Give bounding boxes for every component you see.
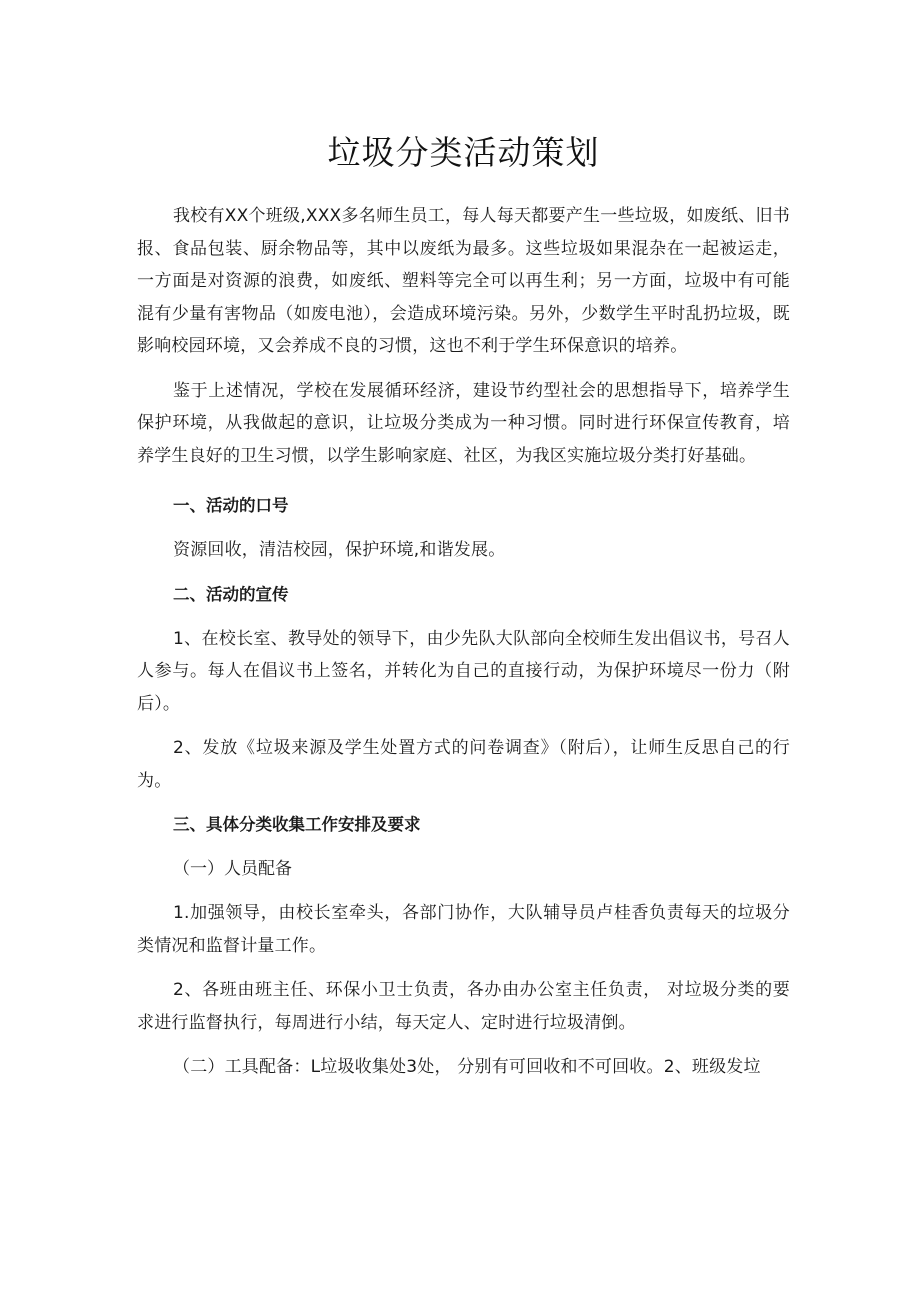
document-title: 垃圾分类活动策划 — [327, 133, 600, 172]
slogan-text: 资源回收，清洁校园，保护环境,和谐发展。 — [173, 540, 506, 560]
subsection-tools: （二）工具配备：L垃圾收集处3处， 分别有可回收和不可回收。2、班级发垃 — [173, 1057, 761, 1077]
intro-paragraph-2: 鉴于上述情况，学校在发展循环经济，建设节约型社会的思想指导下，培养学生保护环境，从我做起的意识，让垃圾分类成为一种习惯。同时进行环保宣传教育，培养学生良好的卫生习惯，以学生影响家庭、社区，为我区实施垃圾分类打好基础。 — [137, 380, 790, 466]
section-heading-publicity: 二、活动的宣传 — [173, 584, 289, 604]
staffing-item-1: 1.加强领导，由校长室牵头，各部门协作，大队辅导员卢桂香负责每天的垃圾分类情况和监督计量工作。 — [137, 903, 790, 956]
publicity-item-1: 1、在校长室、教导处的领导下，由少先队大队部向全校师生发出倡议书，号召人人参与。每人在倡议书上签名，并转化为自己的直接行动，为保护环境尽一份力（附后）。 — [137, 628, 790, 714]
section-heading-slogan: 一、活动的口号 — [173, 496, 289, 515]
staffing-item-2: 2、各班由班主任、环保小卫士负责，各办由办公室主任负责， 对垃圾分类的要求进行监督执行，每周进行小结，每天定人、定时进行垃圾清倒。 — [137, 980, 790, 1033]
publicity-item-2: 2、发放《垃圾来源及学生处置方式的问卷调查》（附后），让师生反思自己的行为。 — [137, 738, 790, 791]
section-heading-arrangement: 三、具体分类收集工作安排及要求 — [173, 815, 421, 834]
subsection-staffing: （一）人员配备 — [173, 859, 292, 879]
intro-paragraph-1: 我校有XX个班级,XXX多名师生员工，每人每天都要产生一些垃圾，如废纸、旧书报、食品包装、厨余物品等，其中以废纸为最多。这些垃圾如果混杂在一起被运走，一方面是对资源的浪费，如废纸、塑料等完全可以再生利；另一方面，垃圾中有可能混有少量有害物品（如废电池），会造成环境污染。另外，少数学生平时乱扔垃圾，既影响校园环境，又会养成不良的习惯，这也不利于学生环保意识的培养。 — [137, 206, 790, 356]
